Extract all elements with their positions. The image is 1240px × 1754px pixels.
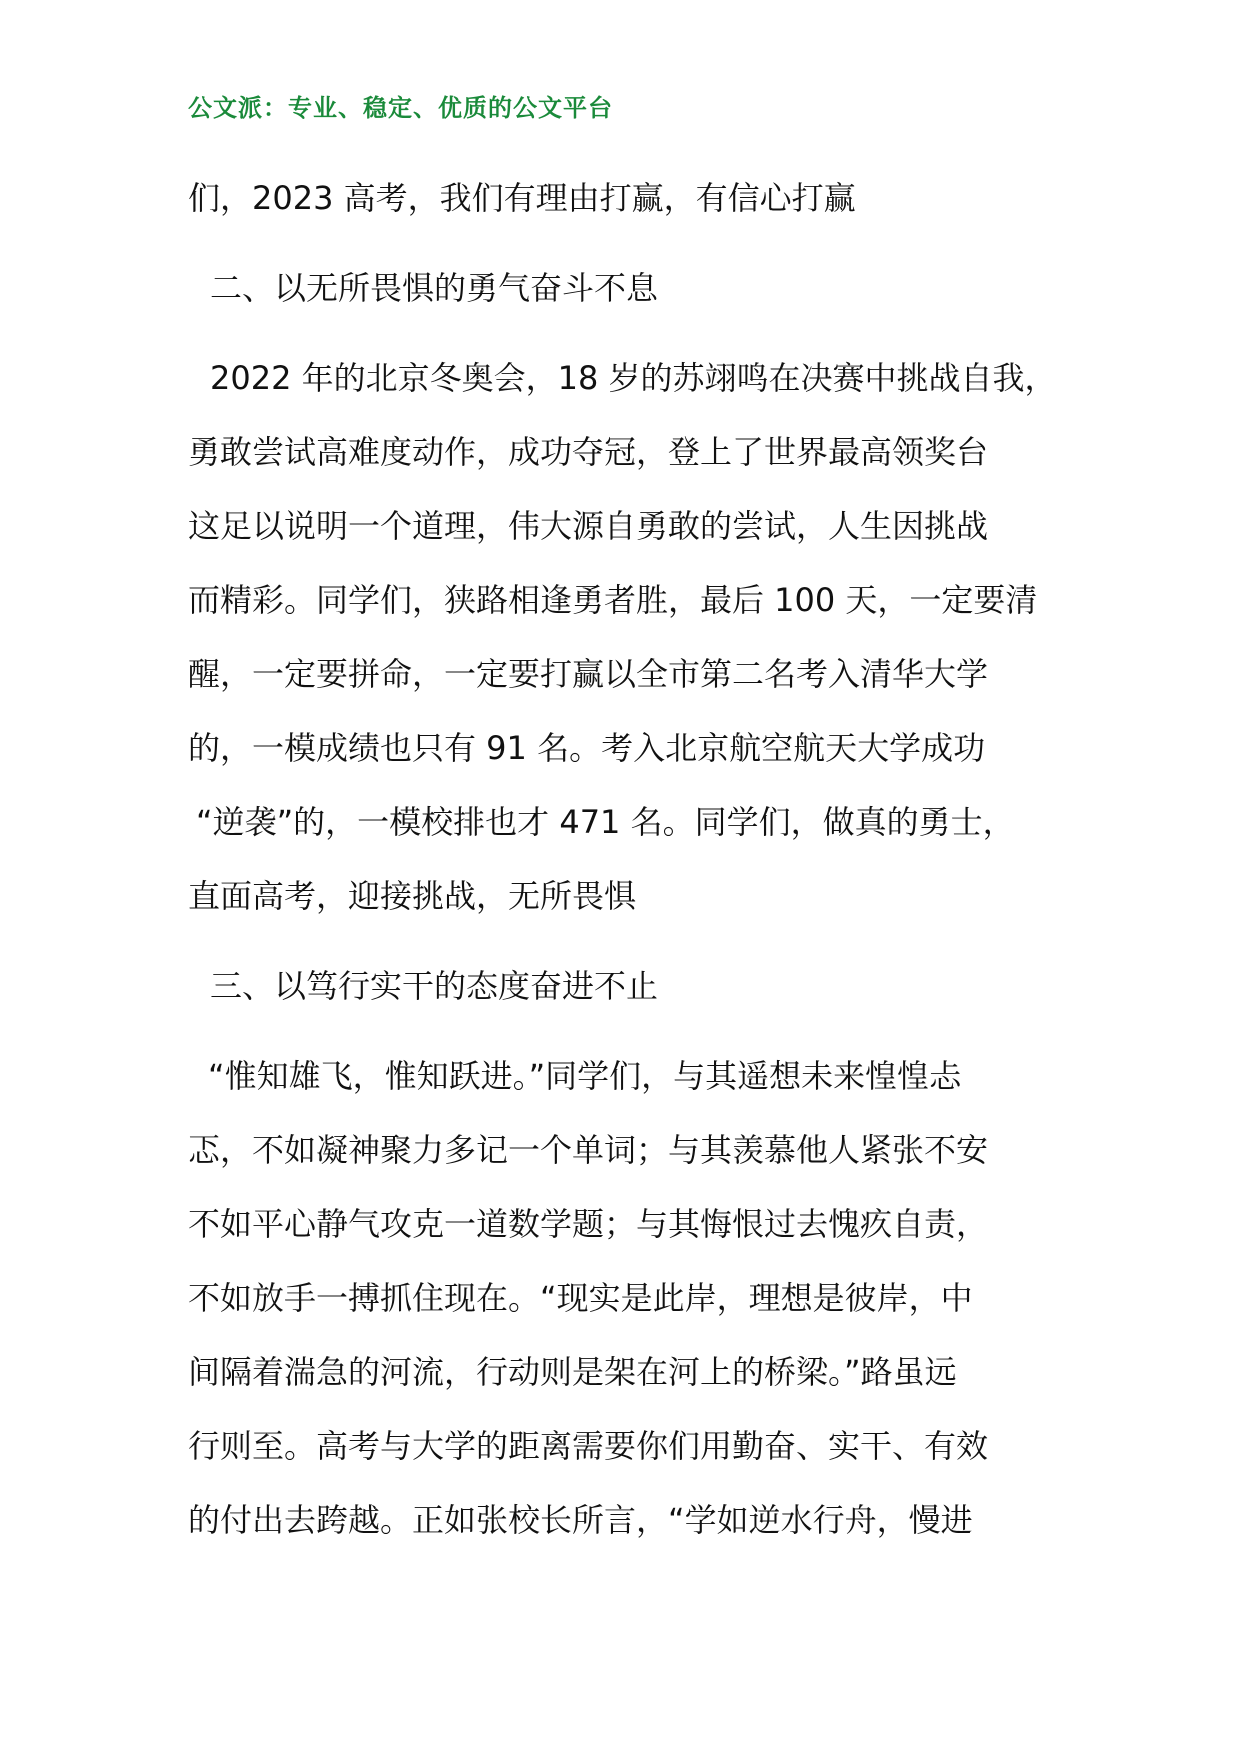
- paragraph-line: 不如放手一搏抓住现在。“现实是此岸，理想是彼岸，中: [188, 1279, 973, 1317]
- paragraph-line: “惟知雄飞，惟知跃进。”同学们，与其遥想未来惶惶忐: [208, 1057, 962, 1095]
- page-header-title: 公文派：专业、稳定、优质的公文平台: [188, 94, 613, 122]
- paragraph-line: 忑，不如凝神聚力多记一个单词；与其羡慕他人紧张不安: [188, 1131, 989, 1169]
- paragraph-line: 的，一模成绩也只有 91 名。考入北京航空航天大学成功: [188, 729, 986, 767]
- paragraph-line: 醒，一定要拼命，一定要打赢以全市第二名考入清华大学: [188, 655, 989, 693]
- paragraph-line: 不如平心静气攻克一道数学题；与其悔恨过去愧疚自责，: [188, 1205, 989, 1243]
- paragraph-line: 间隔着湍急的河流，行动则是架在河上的桥梁。”路虽远: [188, 1353, 957, 1391]
- paragraph-line: 勇敢尝试高难度动作，成功夺冠，登上了世界最高领奖台: [188, 433, 989, 471]
- paragraph-line: 行则至。高考与大学的距离需要你们用勤奋、实干、有效: [188, 1427, 989, 1465]
- paragraph-line: 直面高考，迎接挑战，无所畏惧: [188, 877, 637, 915]
- paragraph-line: 这足以说明一个道理，伟大源自勇敢的尝试，人生因挑战: [188, 507, 989, 545]
- section-heading: 二、以无所畏惧的勇气奋斗不息: [210, 269, 659, 307]
- section-heading: 三、以笃行实干的态度奋进不止: [210, 967, 659, 1005]
- paragraph-line: 2022 年的北京冬奥会，18 岁的苏翊鸣在决赛中挑战自我，: [210, 359, 1057, 397]
- paragraph-line: 们，2023 高考，我们有理由打赢，有信心打赢: [188, 179, 856, 217]
- paragraph-line: 的付出去跨越。正如张校长所言，“学如逆水行舟，慢进: [188, 1501, 973, 1539]
- paragraph-line: “逆袭”的，一模校排也才 471 名。同学们，做真的勇士，: [196, 803, 1015, 841]
- paragraph-line: 而精彩。同学们，狭路相逢勇者胜，最后 100 天，一定要清: [188, 581, 1038, 619]
